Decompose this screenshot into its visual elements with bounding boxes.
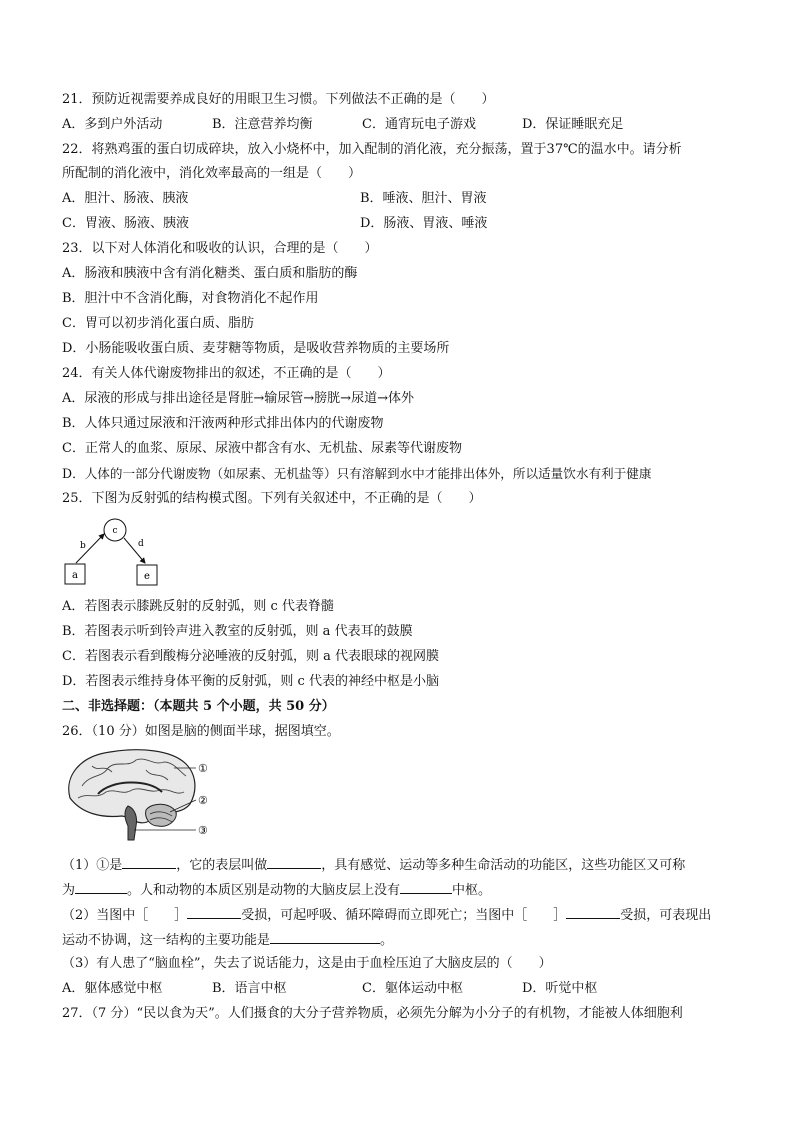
q26-part2-line2 — [62, 930, 393, 950]
answer-blank-3[interactable] — [75, 880, 127, 894]
q26-p1-f: 中枢。 — [452, 883, 492, 898]
q26-part3: （3）有人患了“脑血栓”，失去了说话能力，这是由于血栓压迫了大脑皮层的（ ） — [62, 956, 552, 971]
label-3: ③ — [198, 824, 208, 837]
answer-blank-2[interactable] — [267, 855, 321, 869]
q23-option-b: B．胆汁中不含消化酶，对食物消化不起作用 — [62, 291, 319, 306]
q26-p2-a: （2）当图中［ ］ — [62, 908, 188, 923]
label-1: ① — [198, 762, 208, 775]
q26-stem: 26．（10 分）如图是脑的侧面半球，据图填空。 — [62, 724, 340, 739]
reflex-arc-diagram — [62, 512, 172, 590]
q22-option-d: D．肠液、胃液、唾液 — [360, 216, 488, 231]
q21-option-b: B．注意营养均衡 — [212, 117, 313, 132]
q27-stem: 27．（7 分）“民以食为天”。人们摄食的大分子营养物质，必须先分解为小分子的有机物，才能被人体细胞利 — [62, 1006, 683, 1021]
q21-stem: 21．预防近视需要养成良好的用眼卫生习惯。下列做法不正确的是（ ） — [62, 92, 495, 107]
arrow-d-label: d — [138, 539, 144, 549]
cerebellum-shape — [146, 804, 177, 826]
q22-stem-line1: 22．将熟鸡蛋的蛋白切成碎块，放入小烧杯中，加入配制的消化液，充分振荡，置于37℃的温水中。请分析 — [62, 142, 682, 157]
q23-option-c: C．胃可以初步消化蛋白质、脂肪 — [62, 316, 254, 331]
q26-part2-line1 — [62, 905, 711, 925]
q26-p1-e: 。人和动物的本质区别是动物的大脑皮层上没有 — [127, 883, 401, 898]
answer-blank-5[interactable] — [187, 905, 241, 919]
q26-option-d: D．听觉中枢 — [522, 981, 598, 996]
q26-p2-b: 受损，可起呼吸、循环障碍而立即死亡；当图中［ ］ — [241, 908, 567, 923]
answer-blank-4[interactable] — [400, 880, 452, 894]
q22-option-b: B．唾液、胆汁、胃液 — [360, 191, 487, 206]
q21-option-a: A．多到户外活动 — [62, 117, 163, 132]
q22-option-c: C．胃液、肠液、胰液 — [62, 216, 189, 231]
q26-p1-a: （1）①是 — [62, 858, 123, 873]
q21-option-d: D．保证睡眠充足 — [522, 117, 624, 132]
q25-option-a: A．若图表示膝跳反射的反射弧，则 c 代表脊髓 — [62, 599, 334, 614]
q26-p2-d: 运动不协调，这一结构的主要功能是 — [62, 933, 271, 948]
answer-blank-1[interactable] — [122, 855, 176, 869]
answer-blank-7[interactable] — [270, 930, 380, 944]
q26-p1-d: 为 — [62, 883, 76, 898]
q26-option-c: C．躯体运动中枢 — [362, 981, 463, 996]
node-c-label: c — [112, 526, 118, 536]
arrow-b-label: b — [80, 541, 86, 551]
q26-p1-c: ，具有感觉、运动等多种生命活动的功能区，这些功能区又可称 — [321, 858, 686, 873]
q26-option-b: B．语言中枢 — [212, 981, 287, 996]
q26-option-a: A．躯体感觉中枢 — [62, 981, 163, 996]
q22-stem-line2: 所配制的消化液中，消化效率最高的一组是（ ） — [62, 166, 362, 181]
q24-option-c: C．正常人的血浆、原尿、尿液中都含有水、无机盐、尿素等代谢废物 — [62, 441, 462, 456]
q24-stem: 24．有关人体代谢废物排出的叙述，不正确的是（ ） — [62, 366, 391, 381]
section-title: 二、非选择题：（本题共 5 个小题，共 50 分） — [62, 699, 335, 714]
q23-option-d: D．小肠能吸收蛋白质、麦芽糖等物质，是吸收营养物质的主要场所 — [62, 341, 450, 356]
q24-option-d: D．人体的一部分代谢废物（如尿素、无机盐等）只有溶解到水中才能排出体外，所以适量饮水有利于健康 — [62, 466, 652, 481]
q24-option-a: A．尿液的形成与排出途径是肾脏→输尿管→膀胱→尿道→体外 — [62, 391, 414, 406]
q25-stem: 25．下图为反射弧的结构模式图。下列有关叙述中，不正确的是（ ） — [62, 491, 482, 506]
q26-p2-c: 受损，可表现出 — [620, 908, 712, 923]
q26-part1-line2 — [62, 880, 491, 900]
q21-option-c: C．通宵玩电子游戏 — [362, 117, 476, 132]
q26-p2-e: 。 — [380, 933, 394, 948]
q23-stem: 23．以下对人体消化和吸收的认识，合理的是（ ） — [62, 241, 378, 256]
q25-option-b: B．若图表示听到铃声进入教室的反射弧，则 a 代表耳的鼓膜 — [62, 624, 413, 639]
brain-diagram — [62, 746, 232, 844]
q22-option-a: A．胆汁、肠液、胰液 — [62, 191, 189, 206]
q25-option-c: C．若图表示看到酸梅分泌唾液的反射弧，则 a 代表眼球的视网膜 — [62, 649, 439, 664]
q25-option-d: D．若图表示维持身体平衡的反射弧，则 c 代表的神经中枢是小脑 — [62, 674, 439, 689]
node-e-label: e — [144, 571, 150, 582]
q24-option-b: B．人体只通过尿液和汗液两种形式排出体内的代谢废物 — [62, 416, 384, 431]
q26-p1-b: ，它的表层叫做 — [176, 858, 268, 873]
q26-part1-line1 — [62, 855, 685, 875]
answer-blank-6[interactable] — [566, 905, 620, 919]
label-2: ② — [198, 794, 208, 807]
q23-option-a: A．肠液和胰液中含有消化糖类、蛋白质和脂肪的酶 — [62, 266, 358, 281]
node-a-label: a — [72, 570, 78, 581]
